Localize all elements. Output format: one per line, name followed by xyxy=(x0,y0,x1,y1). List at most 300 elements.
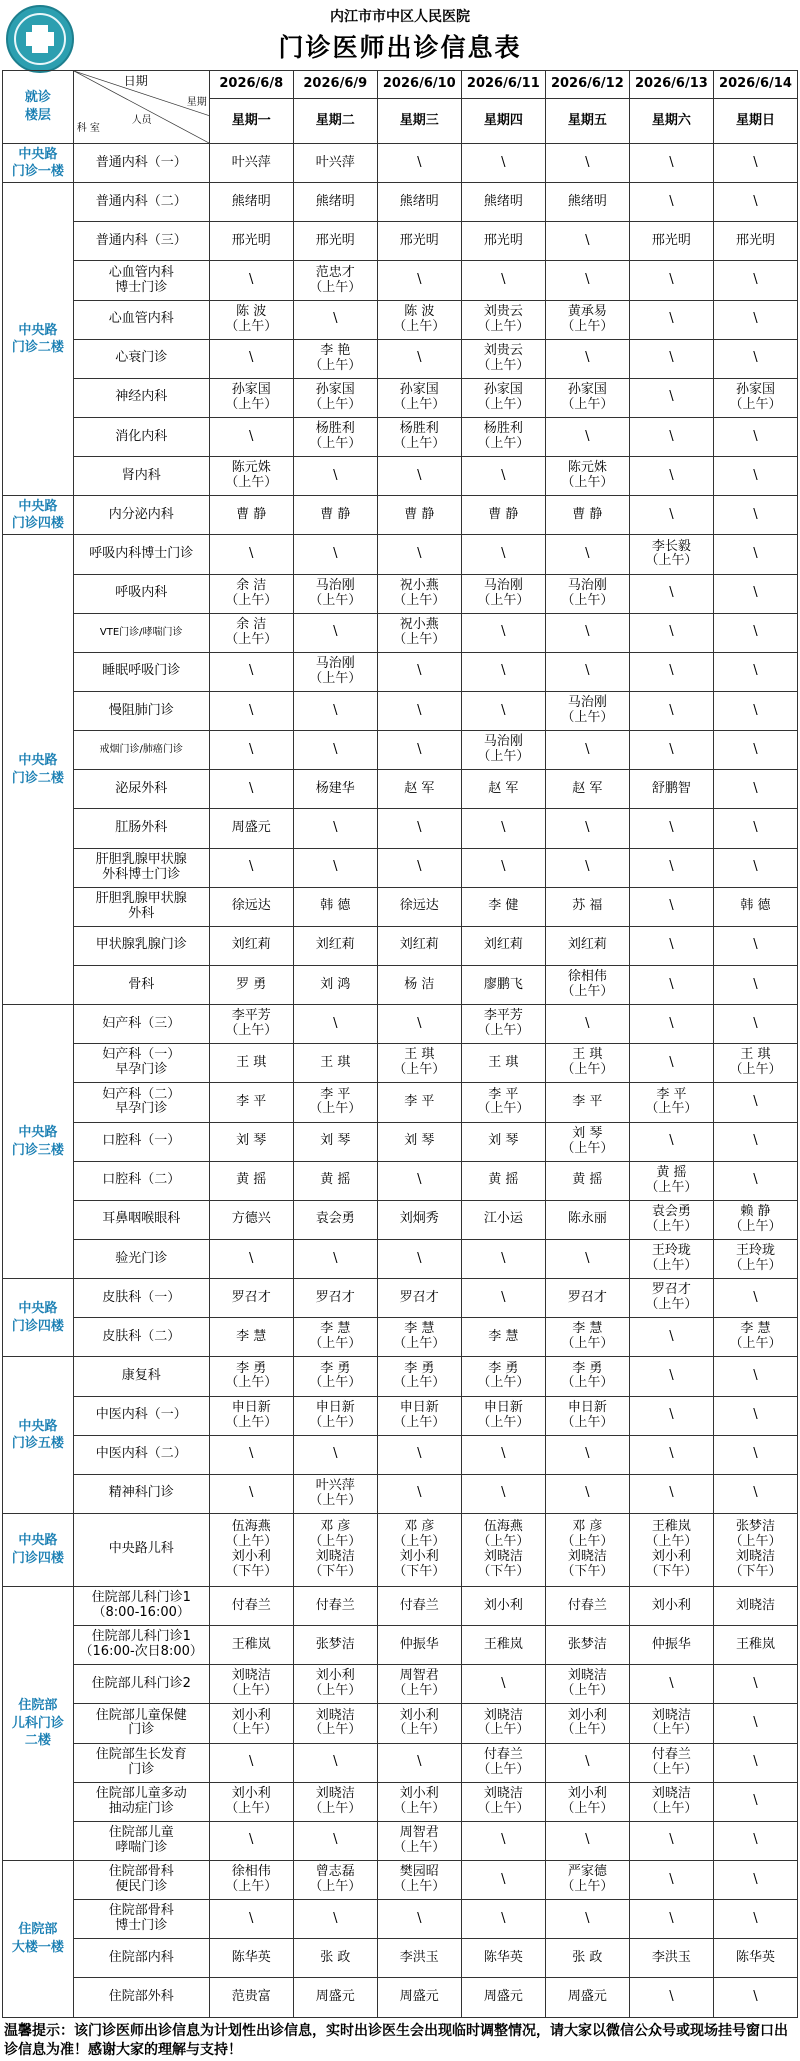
doctor-cell: \ xyxy=(629,339,713,378)
doctor-cell: 付春兰 xyxy=(377,1586,461,1625)
doctor-cell: 申日新 （上午） xyxy=(461,1396,545,1435)
doctor-cell: \ xyxy=(377,731,461,770)
doctor-cell: \ xyxy=(713,965,797,1004)
doctor-cell: \ xyxy=(209,1743,293,1782)
doctor-cell: \ xyxy=(377,457,461,496)
dept-cell: 住院部儿童多动 抽动症门诊 xyxy=(73,1782,209,1821)
doctor-cell: \ xyxy=(209,1435,293,1474)
weekday-header: 星期六 xyxy=(629,99,713,144)
dept-cell: 中医内科（一） xyxy=(73,1396,209,1435)
doctor-cell: \ xyxy=(209,691,293,730)
table-row xyxy=(3,574,798,613)
doctor-cell: 罗 勇 xyxy=(209,965,293,1004)
doctor-cell: 李 平 xyxy=(377,1083,461,1122)
doctor-cell: \ xyxy=(461,809,545,848)
doctor-cell: 邓 彦 （上午） 刘晓洁 （下午） xyxy=(293,1513,377,1586)
table-row xyxy=(3,1782,798,1821)
doctor-cell: \ xyxy=(713,1900,797,1939)
doctor-cell: \ xyxy=(461,1279,545,1318)
dept-cell: 内分泌内科 xyxy=(73,496,209,535)
doctor-cell: 熊绪明 xyxy=(209,183,293,222)
page-title: 门诊医师出诊信息表 xyxy=(278,33,522,62)
doctor-cell: \ xyxy=(461,652,545,691)
doctor-cell: 王稚岚 xyxy=(713,1626,797,1665)
doctor-cell: 王稚岚 xyxy=(209,1626,293,1665)
doctor-cell: \ xyxy=(629,1474,713,1513)
doctor-cell: 刘 琴 xyxy=(377,1122,461,1161)
doctor-cell: \ xyxy=(545,1743,629,1782)
doctor-cell: 陈元姝 （上午） xyxy=(545,457,629,496)
doctor-cell: 孙家国 （上午） xyxy=(461,378,545,417)
doctor-cell: 江小运 xyxy=(461,1200,545,1239)
doctor-cell: \ xyxy=(377,1474,461,1513)
doctor-cell: 马治刚 （上午） xyxy=(293,574,377,613)
doctor-cell: \ xyxy=(629,1435,713,1474)
doctor-cell: 余 洁 （上午） xyxy=(209,574,293,613)
doctor-cell: 刘 鸿 xyxy=(293,965,377,1004)
doctor-cell: 熊绪明 xyxy=(377,183,461,222)
doctor-cell: \ xyxy=(713,770,797,809)
date-header: 2026/6/11 xyxy=(461,71,545,99)
doctor-cell: \ xyxy=(713,1279,797,1318)
doctor-cell: 仲振华 xyxy=(377,1626,461,1665)
table-row xyxy=(3,1200,798,1239)
dept-cell: 妇产科（二） 早孕门诊 xyxy=(73,1083,209,1122)
doctor-cell: \ xyxy=(377,1161,461,1200)
doctor-cell: 孙家国 （上午） xyxy=(377,378,461,417)
doctor-cell: 祝小燕 （上午） xyxy=(377,613,461,652)
doctor-cell: 马治刚 （上午） xyxy=(293,652,377,691)
doctor-cell: 刘红莉 xyxy=(293,926,377,965)
table-row xyxy=(3,1821,798,1860)
doctor-cell: 付春兰 （上午） xyxy=(629,1743,713,1782)
doctor-cell: \ xyxy=(713,418,797,457)
doctor-cell: \ xyxy=(629,1318,713,1357)
dept-cell: VTE门诊/哮喘门诊 xyxy=(73,613,209,652)
doctor-cell: 刘 琴 xyxy=(209,1122,293,1161)
doctor-cell: 赵 军 xyxy=(545,770,629,809)
doctor-cell: \ xyxy=(629,1665,713,1704)
doctor-cell: \ xyxy=(629,1978,713,2018)
doctor-cell: \ xyxy=(461,457,545,496)
table-row xyxy=(3,770,798,809)
doctor-cell: 舒鹏智 xyxy=(629,770,713,809)
table-row xyxy=(3,691,798,730)
doctor-cell: \ xyxy=(629,496,713,535)
doctor-cell: 李 平 xyxy=(545,1083,629,1122)
doctor-cell: \ xyxy=(545,535,629,574)
doctor-cell: \ xyxy=(293,1821,377,1860)
dept-cell: 心血管内科 xyxy=(73,300,209,339)
table-row xyxy=(3,887,798,926)
doctor-cell: 刘红莉 xyxy=(209,926,293,965)
doctor-cell: 陈 波 （上午） xyxy=(377,300,461,339)
dept-cell: 肝胆乳腺甲状腺 外科博士门诊 xyxy=(73,848,209,887)
dept-cell: 皮肤科（二） xyxy=(73,1318,209,1357)
staff-label: 人员 xyxy=(131,115,152,126)
doctor-cell: \ xyxy=(713,926,797,965)
doctor-cell: 李 健 xyxy=(461,887,545,926)
doctor-cell: 祝小燕 （上午） xyxy=(377,574,461,613)
doctor-cell: 周盛元 xyxy=(545,1978,629,2018)
doctor-cell: \ xyxy=(293,1900,377,1939)
doctor-cell: 陈华英 xyxy=(209,1939,293,1978)
doctor-cell: \ xyxy=(293,1005,377,1044)
dept-cell: 普通内科（三） xyxy=(73,222,209,261)
table-row xyxy=(3,300,798,339)
doctor-cell: 邢光明 xyxy=(293,222,377,261)
doctor-cell: 周盛元 xyxy=(209,809,293,848)
doctor-cell: 刘晓洁 （上午） xyxy=(293,1782,377,1821)
doctor-cell: 曹 静 xyxy=(461,496,545,535)
doctor-cell: 刘 琴 （上午） xyxy=(545,1122,629,1161)
doctor-cell: \ xyxy=(377,1239,461,1278)
doctor-cell: 李 慧 （上午） xyxy=(545,1318,629,1357)
doctor-cell: \ xyxy=(629,261,713,300)
doctor-cell: 邢光明 xyxy=(629,222,713,261)
doctor-cell: \ xyxy=(629,965,713,1004)
doctor-cell: 李平芳 （上午） xyxy=(209,1005,293,1044)
doctor-cell: \ xyxy=(377,848,461,887)
doctor-cell: 熊绪明 xyxy=(293,183,377,222)
doctor-cell: \ xyxy=(629,1044,713,1083)
table-row xyxy=(3,418,798,457)
date-header: 2026/6/14 xyxy=(713,71,797,99)
doctor-cell: 李 勇 （上午） xyxy=(293,1357,377,1396)
doctor-cell: \ xyxy=(713,1665,797,1704)
doctor-cell: \ xyxy=(629,1122,713,1161)
table-row xyxy=(3,1586,798,1625)
doctor-cell: \ xyxy=(629,1005,713,1044)
doctor-cell: 周智君 （上午） xyxy=(377,1665,461,1704)
table-row xyxy=(3,183,798,222)
dept-cell: 戒烟门诊/肺癌门诊 xyxy=(73,731,209,770)
doctor-cell: \ xyxy=(713,535,797,574)
doctor-cell: \ xyxy=(209,1900,293,1939)
doctor-cell: 罗召才 xyxy=(293,1279,377,1318)
doctor-cell: 刘晓洁 （上午） xyxy=(461,1782,545,1821)
doctor-cell: \ xyxy=(461,1474,545,1513)
doctor-cell: 陈华英 xyxy=(461,1939,545,1978)
doctor-cell: 刘小利 （上午） xyxy=(377,1704,461,1743)
doctor-cell: 曾志磊 （上午） xyxy=(293,1860,377,1899)
dept-cell: 甲状腺乳腺门诊 xyxy=(73,926,209,965)
table-row xyxy=(3,1978,798,2018)
doctor-cell: \ xyxy=(545,848,629,887)
doctor-cell: 黄 摇 （上午） xyxy=(629,1161,713,1200)
doctor-cell: 邢光明 xyxy=(461,222,545,261)
doctor-cell: 徐相伟 （上午） xyxy=(209,1860,293,1899)
doctor-cell: 邓 彦 （上午） 刘小利 （下午） xyxy=(377,1513,461,1586)
doctor-cell: 李 慧 xyxy=(209,1318,293,1357)
doctor-cell: \ xyxy=(713,183,797,222)
date-header: 2026/6/10 xyxy=(377,71,461,99)
weekday-header: 星期二 xyxy=(293,99,377,144)
table-row xyxy=(3,1626,798,1665)
doctor-cell: 黄 摇 xyxy=(293,1161,377,1200)
doctor-cell: \ xyxy=(209,1821,293,1860)
doctor-cell: \ xyxy=(713,1005,797,1044)
dept-cell: 肝胆乳腺甲状腺 外科 xyxy=(73,887,209,926)
dept-cell: 住院部骨科 博士门诊 xyxy=(73,1900,209,1939)
doctor-cell: 杨建华 xyxy=(293,770,377,809)
dept-cell: 口腔科（二） xyxy=(73,1161,209,1200)
table-row xyxy=(3,1743,798,1782)
dept-cell: 住院部内科 xyxy=(73,1939,209,1978)
doctor-cell: 熊绪明 xyxy=(461,183,545,222)
doctor-cell: \ xyxy=(377,1900,461,1939)
weekday-header: 星期一 xyxy=(209,99,293,144)
weekday-label: 星期 xyxy=(186,97,207,108)
doctor-cell: 申日新 （上午） xyxy=(377,1396,461,1435)
doctor-cell: 黄 摇 xyxy=(545,1161,629,1200)
table-row xyxy=(3,457,798,496)
dept-cell: 住院部儿童 哮喘门诊 xyxy=(73,1821,209,1860)
doctor-cell: \ xyxy=(629,457,713,496)
dept-cell: 口腔科（一） xyxy=(73,1122,209,1161)
doctor-cell: 李平芳 （上午） xyxy=(461,1005,545,1044)
doctor-cell: 李洪玉 xyxy=(629,1939,713,1978)
doctor-cell: 王稚岚 （上午） 刘小利 （下午） xyxy=(629,1513,713,1586)
doctor-cell: 刘炯秀 xyxy=(377,1200,461,1239)
doctor-cell: \ xyxy=(293,1239,377,1278)
doctor-cell: \ xyxy=(545,339,629,378)
doctor-cell: 刘 琴 xyxy=(461,1122,545,1161)
doctor-cell: \ xyxy=(293,1743,377,1782)
doctor-cell: 袁会勇 （上午） xyxy=(629,1200,713,1239)
doctor-cell: 徐远达 xyxy=(209,887,293,926)
table-row xyxy=(3,1513,798,1586)
table-row xyxy=(3,731,798,770)
doctor-cell: \ xyxy=(209,731,293,770)
doctor-cell: 刘红莉 xyxy=(545,926,629,965)
doctor-cell: \ xyxy=(209,652,293,691)
table-row xyxy=(3,1396,798,1435)
doctor-cell: 罗召才 xyxy=(209,1279,293,1318)
table-row xyxy=(3,1704,798,1743)
table-row xyxy=(3,222,798,261)
schedule-table xyxy=(2,70,798,2018)
doctor-cell: 刘晓洁 （上午） xyxy=(629,1782,713,1821)
doctor-cell: \ xyxy=(629,574,713,613)
doctor-cell: \ xyxy=(377,1005,461,1044)
doctor-cell: 刘小利 xyxy=(629,1586,713,1625)
doctor-cell: 赖 静 （上午） xyxy=(713,1200,797,1239)
doctor-cell: 刘小利 （上午） xyxy=(545,1782,629,1821)
table-row xyxy=(3,378,798,417)
doctor-cell: \ xyxy=(713,1782,797,1821)
doctor-cell: 陈 波 （上午） xyxy=(209,300,293,339)
doctor-cell: 王 琪 xyxy=(209,1044,293,1083)
doctor-cell: \ xyxy=(377,1435,461,1474)
dept-cell: 肛肠外科 xyxy=(73,809,209,848)
hospital-name: 内江市市中区人民医院 xyxy=(330,9,470,25)
floor-cell: 中央路 门诊四楼 xyxy=(3,1279,74,1357)
date-header: 2026/6/9 xyxy=(293,71,377,99)
doctor-cell: \ xyxy=(713,1083,797,1122)
dept-cell: 住院部儿科门诊2 xyxy=(73,1665,209,1704)
table-row xyxy=(3,1239,798,1278)
doctor-cell: 邢光明 xyxy=(713,222,797,261)
doctor-cell: \ xyxy=(713,574,797,613)
table-row xyxy=(3,1665,798,1704)
doctor-cell: 黄 摇 xyxy=(209,1161,293,1200)
dept-cell: 住院部儿科门诊1 （16:00-次日8:00） xyxy=(73,1626,209,1665)
doctor-cell: \ xyxy=(209,339,293,378)
doctor-cell: 袁会勇 xyxy=(293,1200,377,1239)
dept-cell: 骨科 xyxy=(73,965,209,1004)
table-row xyxy=(3,848,798,887)
doctor-cell: 陈永丽 xyxy=(545,1200,629,1239)
doctor-cell: 范忠才 （上午） xyxy=(293,261,377,300)
doctor-cell: 赵 军 xyxy=(377,770,461,809)
doctor-cell: \ xyxy=(713,300,797,339)
dept-cell: 住院部儿童保健 门诊 xyxy=(73,1704,209,1743)
doctor-cell: \ xyxy=(629,1357,713,1396)
date-header: 2026/6/8 xyxy=(209,71,293,99)
doctor-cell: 孙家国 （上午） xyxy=(713,378,797,417)
doctor-cell: 李 慧 （上午） xyxy=(377,1318,461,1357)
dept-cell: 康复科 xyxy=(73,1357,209,1396)
doctor-cell: 孙家国 （上午） xyxy=(545,378,629,417)
weekday-header: 星期四 xyxy=(461,99,545,144)
doctor-cell: \ xyxy=(377,691,461,730)
doctor-cell: 陈华英 xyxy=(713,1939,797,1978)
doctor-cell: 曹 静 xyxy=(377,496,461,535)
doctor-cell: \ xyxy=(293,731,377,770)
doctor-cell: \ xyxy=(713,848,797,887)
doctor-cell: \ xyxy=(209,535,293,574)
doctor-cell: 刘小利 （上午） xyxy=(209,1704,293,1743)
table-row xyxy=(3,1860,798,1899)
doctor-cell: \ xyxy=(713,809,797,848)
dept-cell: 中央路儿科 xyxy=(73,1513,209,1586)
doctor-cell: \ xyxy=(377,339,461,378)
doctor-cell: 叶兴萍 （上午） xyxy=(293,1474,377,1513)
table-row xyxy=(3,144,798,183)
floor-cell: 中央路 门诊四楼 xyxy=(3,496,74,535)
doctor-cell: 马治刚 （上午） xyxy=(545,691,629,730)
doctor-cell: \ xyxy=(461,613,545,652)
doctor-cell: \ xyxy=(629,418,713,457)
table-row xyxy=(3,1005,798,1044)
doctor-cell: 仲振华 xyxy=(629,1626,713,1665)
doctor-cell: 周盛元 xyxy=(293,1978,377,2018)
doctor-cell: \ xyxy=(713,691,797,730)
doctor-cell: \ xyxy=(713,457,797,496)
doctor-cell: 曹 静 xyxy=(293,496,377,535)
doctor-cell: \ xyxy=(629,613,713,652)
doctor-cell: \ xyxy=(377,652,461,691)
doctor-cell: \ xyxy=(545,144,629,183)
floor-cell: 中央路 门诊三楼 xyxy=(3,1005,74,1279)
dept-cell: 耳鼻咽喉眼科 xyxy=(73,1200,209,1239)
floor-header: 就诊 楼层 xyxy=(3,71,74,144)
doctor-cell: \ xyxy=(713,1357,797,1396)
dept-cell: 妇产科（三） xyxy=(73,1005,209,1044)
doctor-cell: \ xyxy=(293,457,377,496)
doctor-cell: \ xyxy=(209,848,293,887)
doctor-cell: \ xyxy=(461,1239,545,1278)
dept-cell: 住院部儿科门诊1 （8:00-16:00） xyxy=(73,1586,209,1625)
doctor-cell: \ xyxy=(209,770,293,809)
doctor-cell: 刘红莉 xyxy=(461,926,545,965)
doctor-cell: \ xyxy=(461,535,545,574)
doctor-cell: 张梦洁 xyxy=(545,1626,629,1665)
dept-cell: 皮肤科（一） xyxy=(73,1279,209,1318)
doctor-cell: \ xyxy=(293,1435,377,1474)
doctor-cell: 刘晓洁 （上午） xyxy=(461,1704,545,1743)
doctor-cell: \ xyxy=(545,1239,629,1278)
table-row xyxy=(3,1900,798,1939)
doctor-cell: \ xyxy=(461,144,545,183)
doctor-cell: \ xyxy=(293,613,377,652)
doctor-cell: \ xyxy=(377,144,461,183)
doctor-cell: 刘晓洁 xyxy=(713,1586,797,1625)
doctor-cell: 李长毅 （上午） xyxy=(629,535,713,574)
doctor-cell: \ xyxy=(629,731,713,770)
doctor-cell: \ xyxy=(713,1122,797,1161)
corner-header xyxy=(73,71,209,144)
doctor-cell: \ xyxy=(545,1900,629,1939)
floor-cell: 住院部 儿科门诊 二楼 xyxy=(3,1586,74,1860)
dept-label: 科 室 xyxy=(76,123,100,134)
doctor-cell: \ xyxy=(713,1743,797,1782)
doctor-cell: \ xyxy=(545,731,629,770)
doctor-cell: \ xyxy=(545,1474,629,1513)
doctor-cell: 邓 彦 （上午） 刘晓洁 （下午） xyxy=(545,1513,629,1586)
doctor-cell: \ xyxy=(545,613,629,652)
doctor-cell: 李 勇 （上午） xyxy=(461,1357,545,1396)
doctor-cell: 周盛元 xyxy=(377,1978,461,2018)
table-row xyxy=(3,1083,798,1122)
doctor-cell: \ xyxy=(293,300,377,339)
doctor-cell: 李 平 （上午） xyxy=(461,1083,545,1122)
doctor-cell: 申日新 （上午） xyxy=(209,1396,293,1435)
doctor-cell: \ xyxy=(713,1704,797,1743)
dept-cell: 呼吸内科 xyxy=(73,574,209,613)
doctor-cell: \ xyxy=(629,378,713,417)
doctor-cell: 张梦洁 （上午） 刘晓洁 （下午） xyxy=(713,1513,797,1586)
dept-cell: 验光门诊 xyxy=(73,1239,209,1278)
table-row xyxy=(3,339,798,378)
doctor-cell: \ xyxy=(545,1005,629,1044)
doctor-cell: \ xyxy=(293,809,377,848)
doctor-cell: 刘晓洁 （上午） xyxy=(629,1704,713,1743)
doctor-cell: \ xyxy=(713,1821,797,1860)
dept-cell: 心衰门诊 xyxy=(73,339,209,378)
table-row xyxy=(3,1435,798,1474)
doctor-cell: \ xyxy=(713,1161,797,1200)
doctor-cell: \ xyxy=(629,926,713,965)
floor-cell: 中央路 门诊五楼 xyxy=(3,1357,74,1514)
doctor-cell: 马治刚 （上午） xyxy=(461,574,545,613)
doctor-cell: 王 琪 （上午） xyxy=(377,1044,461,1083)
doctor-cell: 苏 福 xyxy=(545,887,629,926)
dept-cell: 心血管内科 博士门诊 xyxy=(73,261,209,300)
doctor-cell: \ xyxy=(293,535,377,574)
doctor-cell: 范贵富 xyxy=(209,1978,293,2018)
doctor-cell: 罗召才 xyxy=(377,1279,461,1318)
doctor-cell: 李 勇 （上午） xyxy=(545,1357,629,1396)
table-row xyxy=(3,1279,798,1318)
doctor-cell: 罗召才 xyxy=(545,1279,629,1318)
doctor-cell: 王 琪 （上午） xyxy=(713,1044,797,1083)
weekday-header: 星期三 xyxy=(377,99,461,144)
dept-cell: 住院部生长发育 门诊 xyxy=(73,1743,209,1782)
doctor-cell: 李 艳 （上午） xyxy=(293,339,377,378)
floor-cell: 住院部 大楼一楼 xyxy=(3,1860,74,2017)
